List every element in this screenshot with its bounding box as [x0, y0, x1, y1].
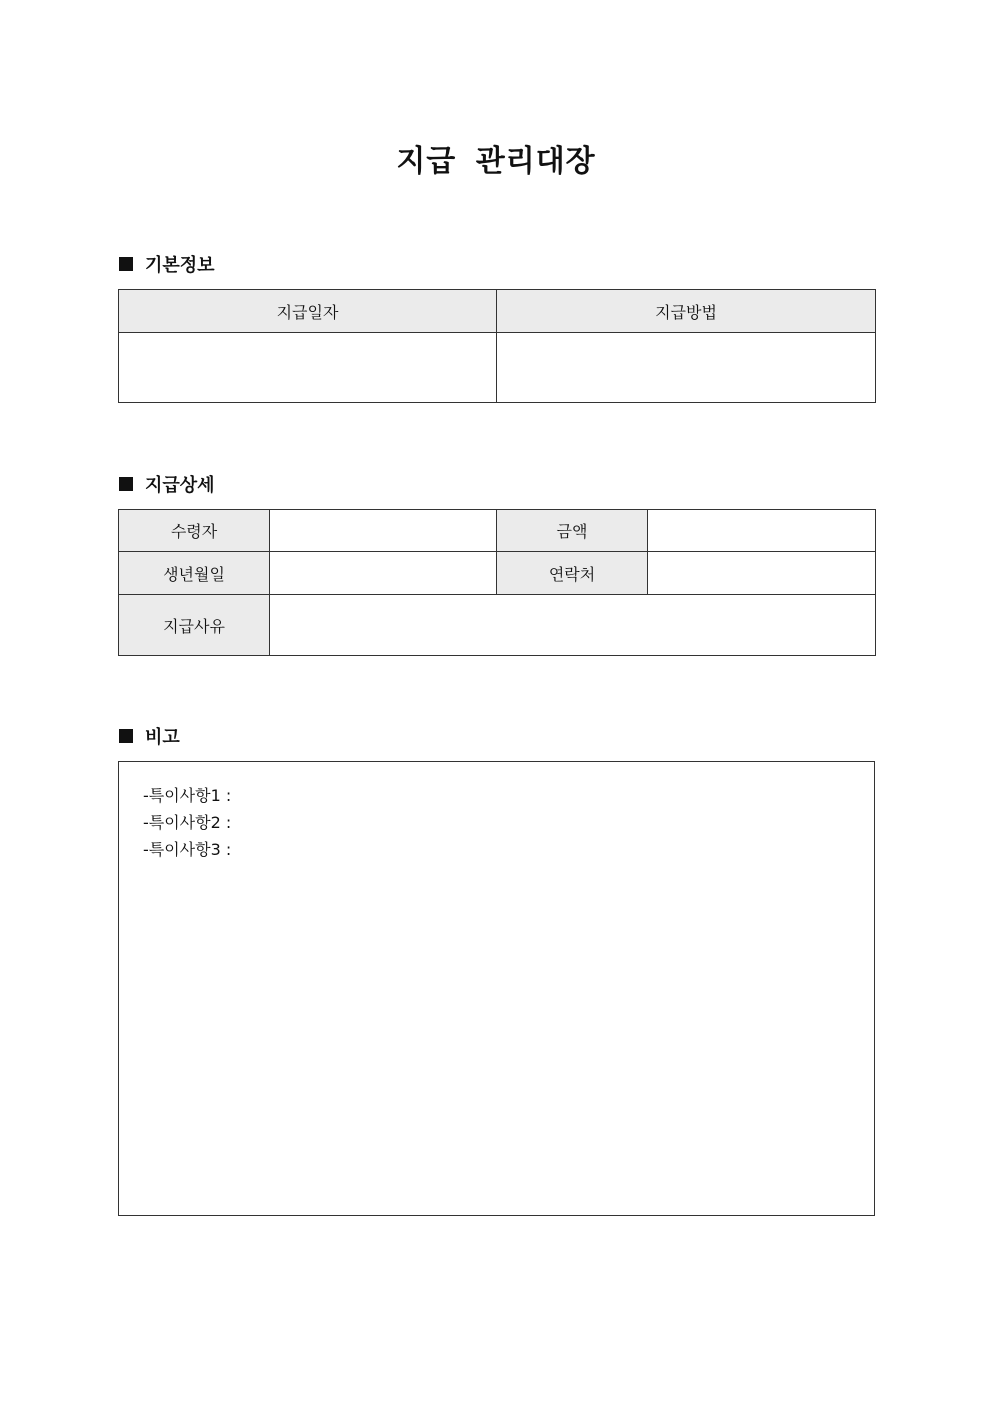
section-heading-remarks — [119, 724, 180, 748]
table-row — [119, 552, 876, 595]
table-row — [119, 510, 876, 552]
list-item: -특이사항3 : — [143, 840, 232, 859]
contact-field[interactable] — [648, 552, 876, 595]
reason-label: 지급사유 — [119, 595, 270, 656]
amount-label: 금액 — [497, 510, 648, 552]
recipient-label: 수령자 — [119, 510, 270, 552]
recipient-field[interactable] — [270, 510, 497, 552]
section-heading-basic-info — [119, 252, 215, 276]
birth-date-label: 생년월일 — [119, 552, 270, 595]
table-header-row — [119, 290, 876, 333]
section-heading-label: 기본정보 — [145, 255, 215, 276]
remarks-list — [143, 782, 231, 863]
table-row — [119, 333, 876, 403]
square-bullet-icon — [119, 257, 133, 271]
remarks-box[interactable] — [118, 761, 875, 1216]
list-item: -특이사항2 : — [143, 813, 232, 832]
contact-label: 연락처 — [497, 552, 648, 595]
page-title: 지급 관리대장 — [396, 144, 596, 179]
table-row — [119, 595, 876, 656]
list-item: -특이사항1 : — [143, 786, 232, 805]
payment-detail-table — [118, 509, 876, 656]
section-heading-payment-detail — [119, 472, 215, 496]
section-heading-label: 비고 — [145, 727, 180, 748]
square-bullet-icon — [119, 729, 133, 743]
amount-field[interactable] — [648, 510, 876, 552]
header-cell-payment-method: 지급방법 — [497, 290, 876, 333]
payment-date-field[interactable] — [119, 333, 497, 403]
square-bullet-icon — [119, 477, 133, 491]
basic-info-table — [118, 289, 876, 403]
reason-field[interactable] — [270, 595, 876, 656]
header-cell-payment-date: 지급일자 — [119, 290, 497, 333]
payment-method-field[interactable] — [497, 333, 876, 403]
section-heading-label: 지급상세 — [145, 475, 215, 496]
birth-date-field[interactable] — [270, 552, 497, 595]
